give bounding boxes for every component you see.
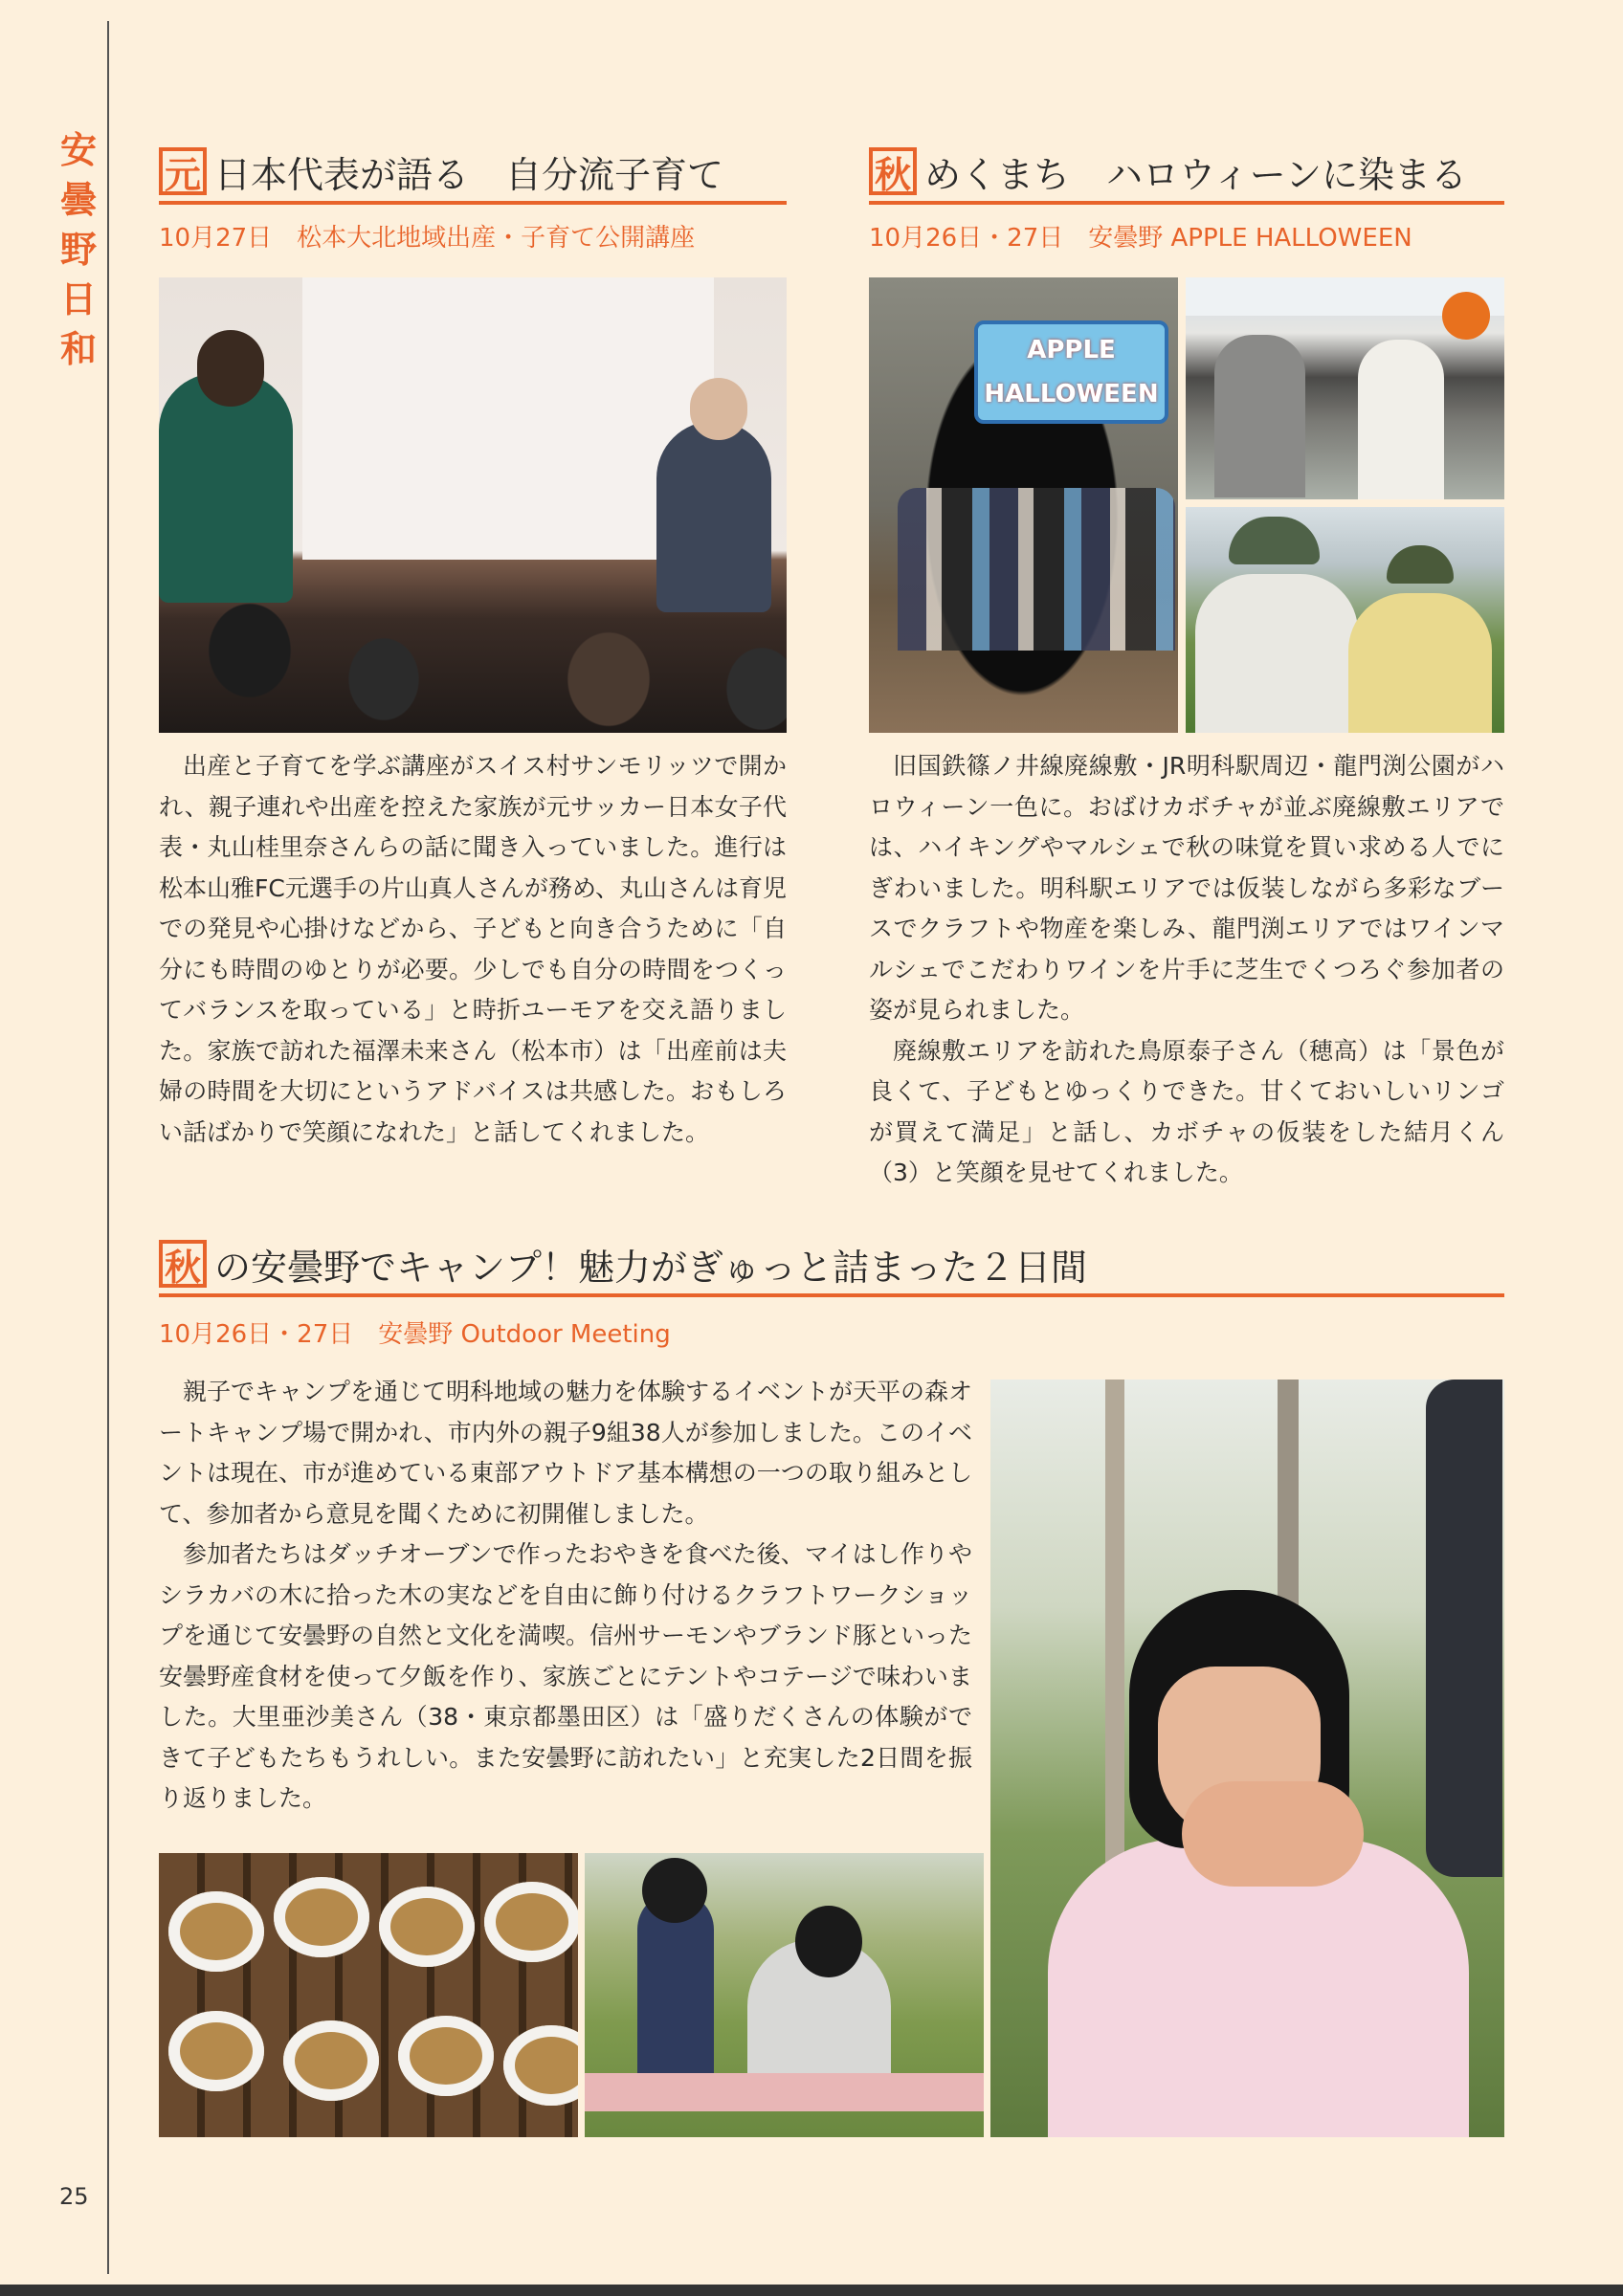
walking-people bbox=[898, 488, 1175, 651]
food-bowl bbox=[274, 1877, 369, 1957]
food-bowl bbox=[484, 1882, 578, 1962]
paragraph: 出産と子育てを学ぶ講座がスイス村サンモリッツで開かれ、親子連れや出産を控えた家族が元サッカー日本女子代表・丸山桂里奈さんらの話に聞き入っていました。進行は松本山雅FC元選手の片山真人さんが務め、丸山さんは育児での発見や心掛けなどから、子どもと向き合うために「自分にも時間のゆとりが必要。少しでも自分の時間をつくってバランスを取っている」と時折ユーモアを交え語りました。家族で訪れた福澤未来さん（松本市）は「出産前は夫婦の時間を大切にというアドバイスは共感した。おもしろい話ばかりで笑顔になれた」と話してくれました。 bbox=[159, 752, 787, 1146]
paragraph: 廃線敷エリアを訪れた鳥原泰子さん（穂高）は「景色が良くて、子どもとゆっくりできた。甘くておいしいリンゴが買えて満足」と話し、カボチャの仮装をした結月くん（3）と笑顔を見せてくれました。 bbox=[869, 1036, 1504, 1186]
article-heading bbox=[869, 144, 1504, 205]
craft-table bbox=[585, 2073, 984, 2111]
food-bowl bbox=[168, 1891, 264, 1972]
girl-hands bbox=[1182, 1781, 1364, 1887]
projection-screen bbox=[302, 277, 714, 560]
sidebar-char: 和 bbox=[59, 328, 97, 370]
article-body bbox=[869, 746, 1504, 1194]
visitor-figure bbox=[1358, 340, 1444, 499]
boy-head bbox=[642, 1858, 707, 1923]
article-heading bbox=[159, 1236, 1504, 1297]
sidebar-char: 日 bbox=[59, 278, 97, 320]
article-seminar bbox=[159, 144, 787, 254]
food-bowl bbox=[379, 1887, 475, 1967]
mother-head bbox=[795, 1906, 862, 1977]
article-title: 日本代表が語る 自分流子育て bbox=[214, 153, 724, 196]
halloween-sign-text: APPLE HALLOWEEN bbox=[984, 336, 1159, 408]
girl-making-oyaki-photo bbox=[990, 1380, 1504, 2137]
article-date-event: 10月27日 松本大北地域出産・子育て公開講座 bbox=[159, 224, 696, 253]
hat bbox=[1387, 545, 1454, 584]
woman-figure bbox=[1348, 593, 1492, 733]
article-body bbox=[159, 1372, 972, 1820]
magazine-section-title bbox=[56, 129, 101, 381]
visitor-figure bbox=[1214, 335, 1305, 497]
paragraph: 親子でキャンプを通じて明科地域の魅力を体験するイベントが天平の森オートキャンプ場で開かれ、市内外の親子9組38人が参加しました。このイベントは現在、市が進めている東部アウトドア基本構想の一つの取り組みとして、参加者から意見を聞くために初開催しました。 bbox=[159, 1378, 973, 1528]
article-title: めくまち ハロウィーンに染まる bbox=[924, 153, 1467, 196]
speaker-man-figure bbox=[159, 373, 293, 603]
sidebar-char: 安 bbox=[59, 129, 97, 171]
hat bbox=[1229, 517, 1320, 564]
seminar-photo bbox=[159, 277, 787, 733]
woman-figure bbox=[1195, 574, 1358, 733]
article-date-event: 10月26日・27日 安曇野 Outdoor Meeting bbox=[159, 1320, 671, 1349]
market-stall-photo bbox=[1186, 277, 1504, 499]
camp-food-photo bbox=[159, 1853, 578, 2137]
article-date-event: 10月26日・27日 安曇野 APPLE HALLOWEEN bbox=[869, 224, 1412, 253]
halloween-sign bbox=[974, 320, 1168, 424]
heading-kanji-badge: 秋 bbox=[869, 147, 917, 195]
adult-arm bbox=[1426, 1380, 1502, 1877]
food-bowl bbox=[398, 2016, 494, 2096]
bottom-bar bbox=[0, 2285, 1623, 2296]
food-bowl bbox=[503, 2025, 578, 2106]
speaker-man-head bbox=[197, 330, 264, 407]
page-number: 25 bbox=[59, 2183, 89, 2210]
article-title: の安曇野でキャンプ！魅力がぎゅっと詰まった２日間 bbox=[214, 1246, 1088, 1289]
speaker-woman-figure bbox=[656, 421, 771, 612]
vertical-divider bbox=[107, 21, 109, 2274]
article-camp bbox=[159, 1236, 1504, 1350]
article-heading bbox=[159, 144, 787, 205]
food-bowl bbox=[168, 2011, 264, 2091]
article-halloween bbox=[869, 144, 1504, 254]
heading-kanji-badge: 秋 bbox=[159, 1240, 207, 1288]
paragraph: 旧国鉄篠ノ井線廃線敷・JR明科駅周辺・龍門渕公園がハロウィーン一色に。おばけカボチャが並ぶ廃線敷エリアでは、ハイキングやマルシェで秋の味覚を買い求める人でにぎわいました。明科駅エリアでは仮装しながら多彩なブースでクラフトや物産を楽しみ、龍門渕エリアではワインマルシェでこだわりワインを片手に芝生でくつろぐ参加者の姿が見られました。 bbox=[869, 752, 1504, 1024]
heading-kanji-badge: 元 bbox=[159, 147, 207, 195]
sidebar-char: 野 bbox=[59, 229, 97, 271]
halloween-tunnel-photo bbox=[869, 277, 1178, 733]
women-eating-photo bbox=[1186, 507, 1504, 733]
sidebar-char: 曇 bbox=[59, 179, 97, 221]
speaker-woman-head bbox=[690, 378, 747, 440]
pumpkin-decoration bbox=[1442, 292, 1490, 340]
paragraph: 参加者たちはダッチオーブンで作ったおやきを食べた後、マイはし作りやシラカバの木に拾った木の実などを自由に飾り付けるクラフトワークショップを通じて安曇野の自然と文化を満喫。信州サーモンやブランド豚といった安曇野産食材を使って夕飯を作り、家族ごとにテントやコテージで味わいました。大里亜沙美さん（38・東京都墨田区）は「盛りだくさんの体験ができて子どもたちもうれしい。また安曇野に訪れたい」と充実した2日間を振り返りました。 bbox=[159, 1540, 973, 1812]
food-bowl bbox=[283, 2020, 379, 2101]
craft-workshop-photo bbox=[585, 1853, 984, 2137]
article-body bbox=[159, 746, 787, 1153]
